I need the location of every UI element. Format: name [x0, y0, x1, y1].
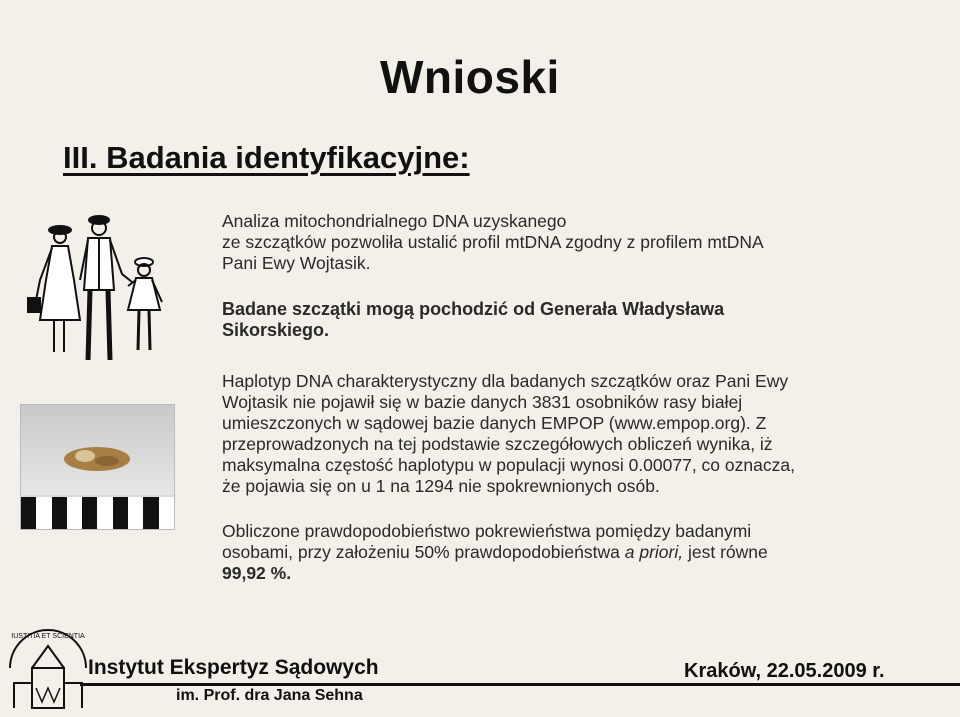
institute-logo-icon: [2, 628, 94, 717]
text-line: umieszczonych w sądowej bazie danych EMPOP (www.empop.org). Z: [222, 413, 767, 433]
paragraph-probability: [222, 521, 922, 584]
svg-text:IUSTITIA ET SCIENTIA: IUSTITIA ET SCIENTIA: [11, 633, 85, 640]
text-segment: jest równe: [683, 542, 768, 562]
institute-name: Instytut Ekspertyz Sądowych: [88, 656, 379, 679]
text-line: Badane szczątki mogą pochodzić od Generała Władysława: [222, 299, 725, 319]
slide-date: Kraków, 22.05.2009 r.: [684, 660, 885, 682]
text-line: Wojtasik nie pojawił się w bazie danych 3831 osobników rasy białej: [222, 392, 743, 412]
bone-fragment-icon: [61, 443, 133, 475]
institute-subtitle: im. Prof. dra Jana Sehna: [176, 687, 363, 704]
text-line: [222, 542, 922, 563]
footer-divider: [80, 683, 960, 686]
text-line: przeprowadzonych na tej podstawie szczegółowych obliczeń wynika, iż: [222, 434, 773, 454]
text-line: maksymalna częstość haplotypu w populacji wynosi 0.00077, co oznacza,: [222, 455, 795, 475]
paragraph-haplotype: [222, 371, 922, 497]
text-line: Pani Ewy Wojtasik.: [222, 253, 371, 273]
italic-text: a priori,: [624, 542, 684, 562]
text-line: Analiza mitochondrialnego DNA uzyskanego: [222, 211, 567, 231]
family-illustration-icon: [24, 210, 174, 365]
text-segment: osobami, przy założeniu 50% prawdopodobieństwa: [222, 542, 625, 562]
text-line: ze szczątków pozwoliła ustalić profil mtDNA zgodny z profilem mtDNA: [222, 232, 764, 252]
slide-title: Wnioski: [380, 51, 560, 103]
scale-ruler: [21, 497, 174, 529]
text-line: Obliczone prawdopodobieństwo pokrewieństwa pomiędzy badanymi: [222, 521, 752, 541]
paragraph-conclusion: [222, 299, 922, 341]
probability-value: 99,92 %.: [222, 563, 292, 583]
paragraph-mtdna: [222, 211, 922, 274]
bone-fragment-photo: [20, 404, 175, 530]
text-line: że pojawia się on u 1 na 1294 nie spokrewnionych osób.: [222, 476, 660, 496]
text-line: Haplotyp DNA charakterystyczny dla badanych szczątków oraz Pani Ewy: [222, 371, 789, 391]
text-line: Sikorskiego.: [222, 320, 330, 340]
slide-subtitle: III. Badania identyfikacyjne:: [63, 140, 470, 175]
